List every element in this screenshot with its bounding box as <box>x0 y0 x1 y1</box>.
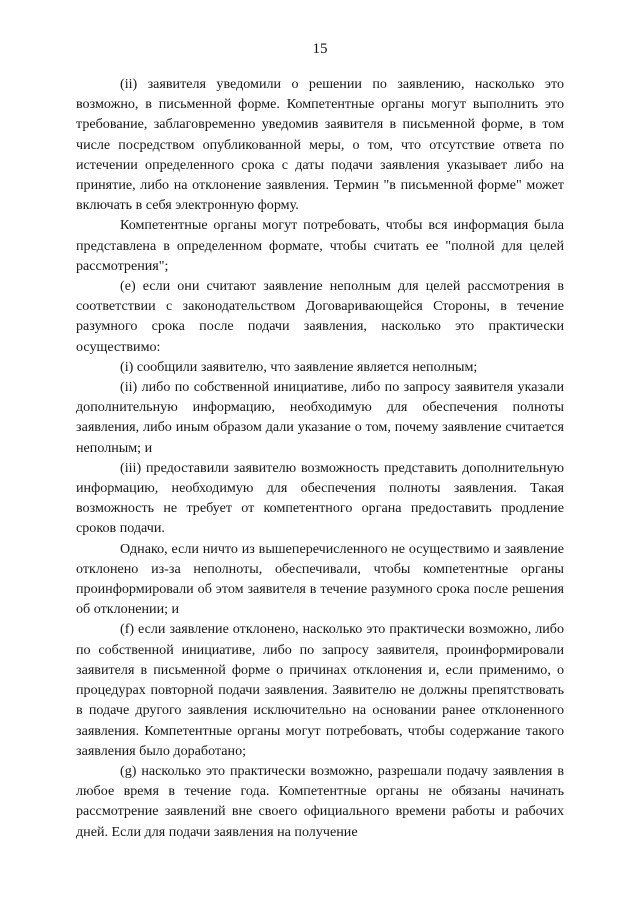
paragraph-item-f: (f) если заявление отклонено, насколько это практически возможно, либо по собственной инициативе, либо по запросу заявителя, проинформировали заявителя в письменной форме о причинах отклонения и, если применимо, о процедурах повторной подачи заявления. Заявителю не должны препятствовать в подаче другого заявления исключительно на основании ранее отклоненного заявления. Компетентные органы могут потребовать, чтобы содержание такого заявления было доработано; <box>76 621 564 759</box>
paragraph-decision-notice: (ii) заявителя уведомили о решении по заявлению, насколько это возможно, в письменной форме. Компетентные органы могут выполнить это требование, заблаговременно уведомив заявителя в письменной форме, в том числе посредством опубликованной меры, о том, что отсутствие ответа по истечении определенного срока с даты подачи заявления указывает либо на принятие, либо на отклонение заявления. Термин "в письменной форме" может включать в себя электронную форму. <box>76 76 564 214</box>
paragraph-subitem-ii: (ii) либо по собственной инициативе, либо по запросу заявителя указали дополнительную информацию, необходимую для обеспечения полноты заявления, либо иным образом дали указание о том, почему заявление считается неполным; и <box>76 379 564 456</box>
paragraph-item-e: (е) если они считают заявление неполным для целей рассмотрения в соответствии с законодательством Договаривающейся Стороны, в течение разумного срока после подачи заявления, насколько это практически осуществимо: <box>76 278 564 355</box>
paragraph-item-g: (g) насколько это практически возможно, разрешали подачу заявления в любое время в течение года. Компетентные органы не обязаны начинать рассмотрение заявлений вне своего официального времени работы и рабочих дней. Если для подачи заявления на получение <box>76 762 564 840</box>
paragraph-rejection-notice: Однако, если ничто из вышеперечисленного не осуществимо и заявление отклонено из-за неполноты, обеспечивали, чтобы компетентные органы проинформировали об этом заявителя в течение разумного срока после решения об отклонении; и <box>76 540 564 618</box>
paragraph-subitem-iii: (iii) предоставили заявителю возможность представить дополнительную информацию, необходимую для обеспечения полноты заявления. Такая возможность не требует от компетентного органа предоставить продление сроков подачи. <box>76 459 564 537</box>
body-text <box>76 74 564 842</box>
page-number: 15 <box>312 41 328 57</box>
paragraph-information-format: Компетентные органы могут потребовать, чтобы вся информация была представлена в определенном формате, чтобы считать ее "полной для целей рассмотрения"; <box>76 217 564 274</box>
paragraph-subitem-i: (i) сообщили заявителю, что заявление является неполным; <box>120 358 478 375</box>
